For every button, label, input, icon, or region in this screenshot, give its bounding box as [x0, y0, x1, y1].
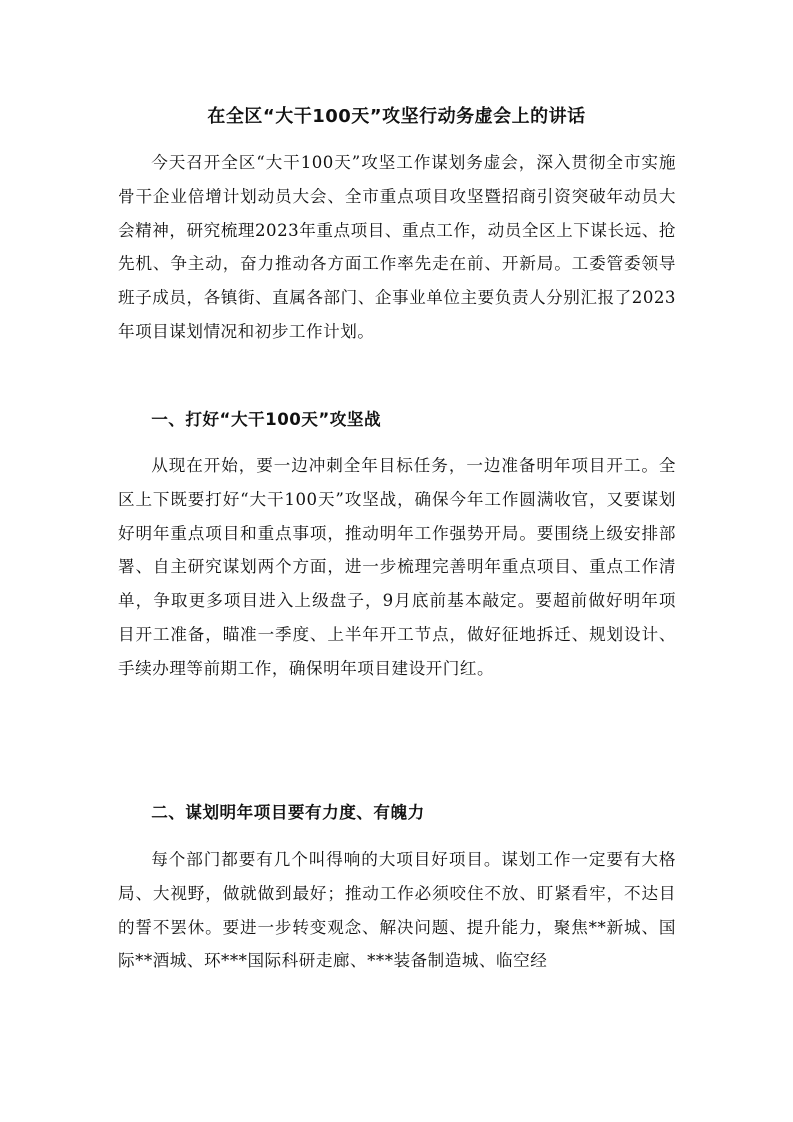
document-title: 在全区“大干100天”攻坚行动务虚会上的讲话	[207, 106, 586, 127]
section-heading-1: 一、打好“大干100天”攻坚战	[151, 410, 382, 429]
paragraph-intro: 今天召开全区“大干100天”攻坚工作谋划务虚会，深入贯彻全市实施骨干企业倍增计划动员大会、全市重点项目攻坚暨招商引资突破年动员大会精神，研究梳理2023年重点项目、重点工作，动员全区上下谋长远、抢先机、争主动，奋力推动各方面工作率先走在前、开新局。工委管委领导班子成员，各镇街、直属各部门、企事业单位主要负责人分别汇报了2023年项目谋划情况和初步工作计划。	[118, 153, 676, 341]
paragraph-section-1: 从现在开始，要一边冲刺全年目标任务，一边准备明年项目开工。全区上下既要打好“大干100天”攻坚战，确保今年工作圆满收官，又要谋划好明年重点项目和重点事项，推动明年工作强势开局。要围绕上级安排部署、自主研究谋划两个方面，进一步梳理完善明年重点项目、重点工作清单，争取更多项目进入上级盘子，9月底前基本敲定。要超前做好明年项目开工准备，瞄准一季度、上半年开工节点，做好征地拆迁、规划设计、手续办理等前期工作，确保明年项目建设开门红。	[118, 456, 676, 678]
paragraph-section-2: 每个部门都要有几个叫得响的大项目好项目。谋划工作一定要有大格局、大视野，做就做到最好；推动工作必须咬住不放、盯紧看牢，不达目的誓不罢休。要进一步转变观念、解决问题、提升能力，聚焦**新城、国际**酒城、环***国际科研走廊、***装备制造城、临空经	[118, 850, 676, 971]
section-heading-2: 二、谋划明年项目要有力度、有魄力	[151, 803, 425, 822]
